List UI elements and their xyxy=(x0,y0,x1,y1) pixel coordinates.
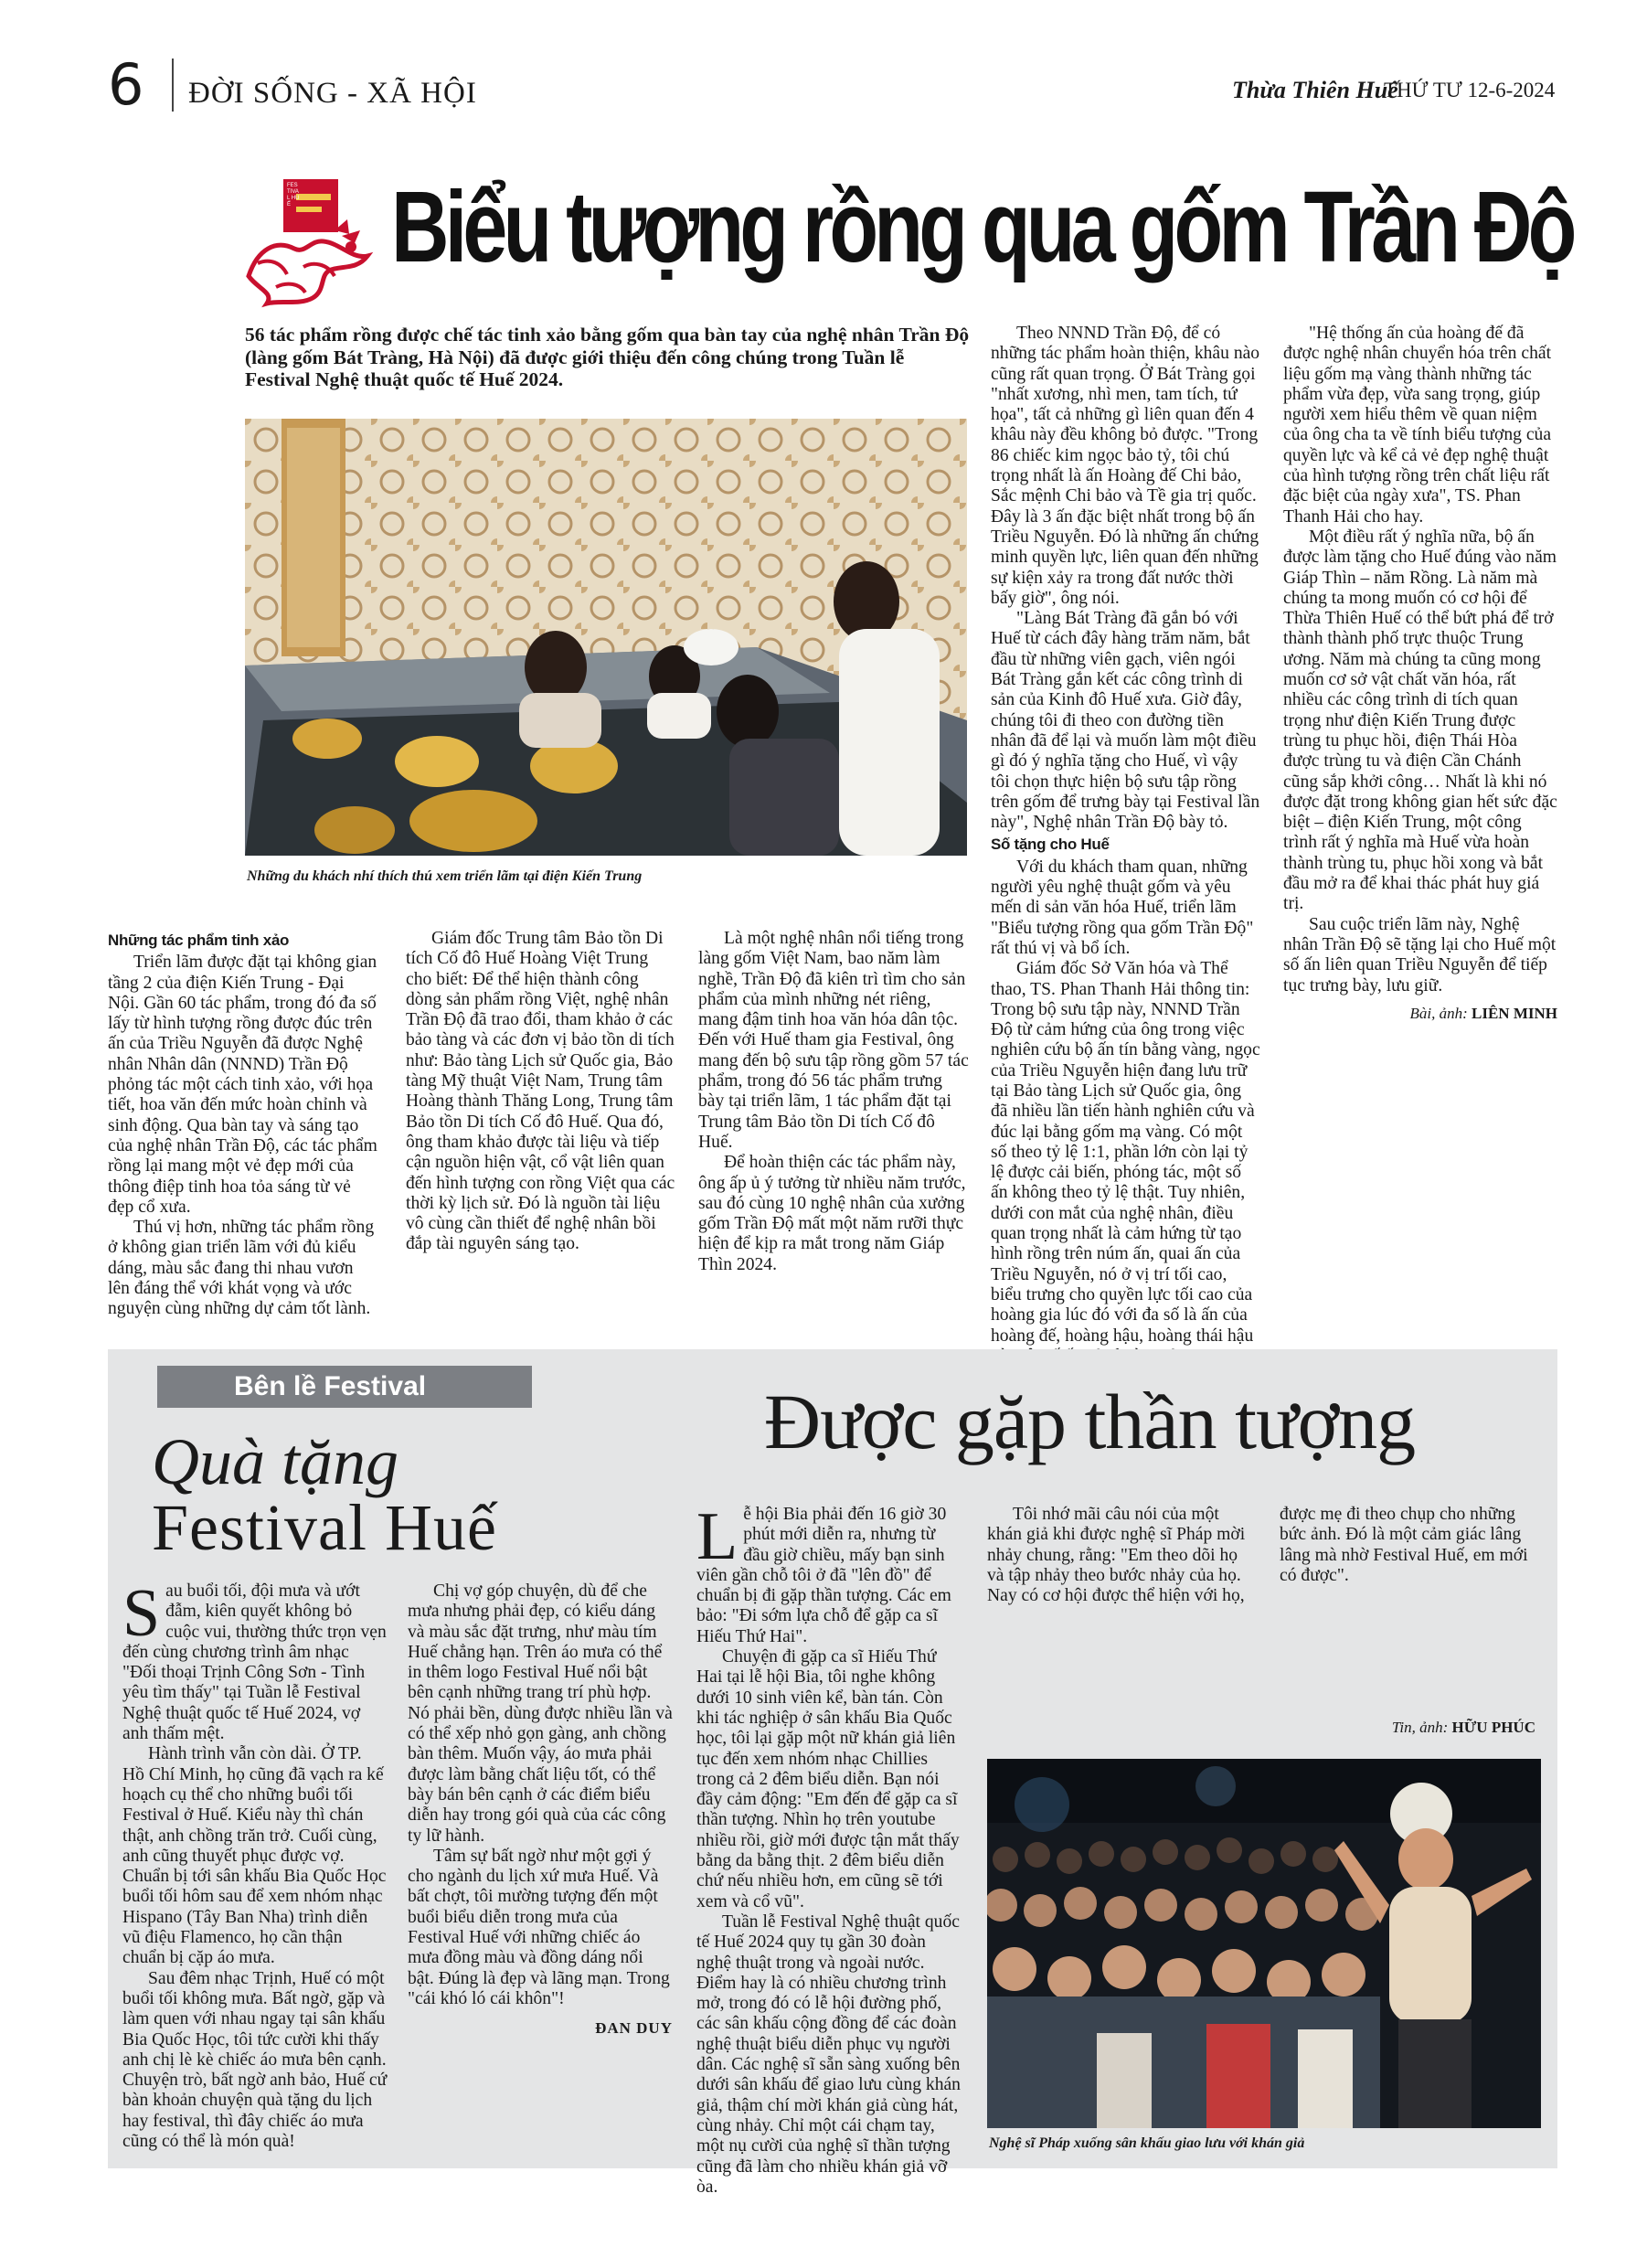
article-lead: 56 tác phẩm rồng được chế tác tinh xảo bằng gốm qua bàn tay của nghệ nhân Trần Độ (làng gốm Bát Tràng, Hà Nội) đã được giới thiệu đến công chúng trong Tuần lễ Festival Nghệ thuật quốc tế Huế 2024. xyxy=(245,324,970,390)
concert-photo-caption: Nghệ sĩ Pháp xuống sân khấu giao lưu với khán giả xyxy=(989,2135,1305,2151)
box-label xyxy=(157,1366,532,1408)
paragraph: Với du khách tham quan, những người yêu nghệ thuật gốm và yêu mến di sản văn hóa Huế, triển lãm "Biểu tượng rồng qua gốm Trần Độ" rất thú vị và bổ ích. xyxy=(991,857,1254,958)
subhead-tinh-xao: Những tác phẩm tinh xảo xyxy=(108,932,290,949)
paragraph: Sau cuộc triển lãm này, Nghệ nhân Trần Độ sẽ tặng lại cho Huế một số ấn liên quan Triều Nguyễn để tiếp tục trưng bày, lưu giữ. xyxy=(1283,914,1557,996)
paragraph: Để hoàn thiện các tác phẩm này, ông ấp ủ ý tưởng từ nhiều năm trước, sau đó cùng 10 nghệ nhân của xưởng gốm Trần Độ mất một năm rưỡi thực hiện để kịp ra mắt trong năm Giáp Thìn 2024. xyxy=(698,1153,966,1274)
paragraph xyxy=(122,1576,388,1744)
box-label-text: Bên lề Festival xyxy=(234,1371,427,1401)
byline-name: LIÊN MINH xyxy=(1472,1004,1557,1022)
byline xyxy=(1283,1004,1557,1024)
paragraph: Sau đêm nhạc Trịnh, Huế có một buổi tối không mưa. Bất ngờ, gặp và làm quen với nhau ngay tại sân khấu Bia Quốc Học, tôi tức cười khi thấy anh chị lè kè chiếc áo mưa bên cạnh. Chuyện trò, bất ngờ anh bảo, Huế cứ bàn khoản chuyện quà tặng du lịch hay festival, thì đây chiếc áo mưa cũng có thể là món quà! xyxy=(122,1968,388,2152)
byline-label: Bài, ảnh: xyxy=(1409,1004,1468,1022)
issue-date: THỨ TƯ 12-6-2024 xyxy=(1384,79,1556,101)
right-byline xyxy=(1274,1719,1535,1737)
dropcap-s: S xyxy=(122,1576,161,1651)
paragraph-text: au buổi tối, đội mưa và ướt đẫm, kiên quyết không bỏ cuộc vui, thường thức trọn vẹn đến cùng chương trình âm nhạc "Đối thoại Trịnh Công Sơn - Tình yêu tìm thấy" tại Tuần lễ Festival Nghệ thuật quốc tế Huế 2024, vợ anh thấm mệt. xyxy=(122,1581,387,1744)
paragraph: Chị vợ góp chuyện, dù để che mưa nhưng phải đẹp, có kiểu dáng và màu sắc đặt trưng, như màu tím Huế chẳng hạn. Trên áo mưa có thể in thêm logo Festival Huế nổi bật bên cạnh những trang trí phù hợp. Nó phải bền, dùng được nhiều lần và có thể xếp nhỏ gọn gàng, anh chồng bàn thêm. Muốn vậy, áo mưa phải được làm bằng chất liệu tốt, có thể bày bán bên cạnh ở các điểm biểu diễn hay trong gói quà của các công ty lữ hành. xyxy=(408,1581,673,1846)
paragraph-text: ễ hội Bia phải đến 16 giờ 30 phút mới diễn ra, nhưng từ đầu giờ chiều, mấy bạn sinh viên gần chỗ tôi ở đã "lên đồ" để chuẩn bị đi gặp thần tượng. Các em bảo: "Đi sớm lựa chỗ để gặp ca sĩ Hiếu Thứ Hai". xyxy=(696,1505,951,1646)
left-story-title-1: Quà tặng xyxy=(152,1425,398,1498)
paragraph: Theo NNND Trần Độ, để có những tác phẩm hoàn thiện, khâu nào cũng rất quan trọng. Ở Bát Tràng gọi "nhất xương, nhì men, tam tích, tứ họa", tất cả những gì liên quan đến 4 khâu này đều không bỏ được. "Trong 86 chiếc kim ngọc bảo tỷ, tôi chú trọng nhất là ấn Hoàng đế Chi bảo, Sắc mệnh Chi bảo và Tề gia trị quốc. Đây là 3 ấn đặc biệt nhất trong bộ ấn Triều Nguyễn. Đó là những ấn chứng minh quyền lực, liên quan đến những sự kiện xảy ra trong đất nước thời bấy giờ", ông nói. xyxy=(991,324,1260,608)
article-title: Biểu tượng rồng qua gốm Trần Độ xyxy=(391,171,1573,283)
paragraph: Giám đốc Sở Văn hóa và Thể thao, TS. Phan Thanh Hải thông tin: Trong bộ sưu tập này, NNND Trần Độ từ cảm hứng của ông trong việc nghiên cứu bộ ấn tín bằng vàng, ngọc của Triều Nguyễn hiện đang lưu trữ tại Bảo tàng Lịch sử Quốc gia, ông đã nhiều lần tiến hành nghiên cứu và đúc lại bằng gốm mạ vàng. Có một số theo tỷ lệ 1:1, phần lớn còn lại tỷ lệ được cải biến, phóng tác, một số ấn không theo tỷ lệ thật. Tuy nhiên, dưới con mắt của nghệ nhân, điều quan trọng nhất là cảm hứng từ tạo hình rồng trên núm ấn, quai ấn của Triều Nguyễn, nó ở vị trí tối cao, biểu trưng cho quyền lực tối cao của hoàng gia lúc đó với đa số là ấn của hoàng đế, hoàng hậu, hoàng thái hậu xyxy=(991,959,1260,1346)
main-col-4 xyxy=(991,324,1261,1367)
box-right-col-2 xyxy=(987,1505,1545,1730)
paragraph: Là một nghệ nhân nổi tiếng trong làng gốm Việt Nam, bao năm làm nghề, Trần Độ đã kiên trì tìm cho sản phẩm của mình những nét riêng, mang đậm tinh hoa văn hóa dân tộc. Đến với Huế tham gia Festival, ông mang đến bộ sưu tập rồng gồm 57 tác phẩm, trong đó 56 tác phẩm trưng bày tại triển lãm, 1 tác phẩm đặt tại Trung tâm Bảo tồn Di tích Cố đô Huế. xyxy=(698,929,969,1152)
paragraph: Thú vị hơn, những tác phẩm rồng ở không gian triển lãm với đủ kiểu dáng, màu sắc đang thi nhau vươn lên đáng thể với khát vọng và ước nguyện cùng những dự cảm tốt lành. xyxy=(108,1218,375,1319)
paragraph: Chuyện đi gặp ca sĩ Hiếu Thứ Hai tại lễ hội Bia, tôi nghe không dưới 10 sinh viên kể, bàn tán. Còn khi tác nghiệp ở sân khấu Bia Quốc học, tôi lại gặp một nữ khán giả liên tục đến xem nhóm nhạc Chillies trong cả 2 đêm biểu diễn. Bạn nói đầy cảm động: "Em đến để gặp ca sĩ thần tượng. Nhìn họ trên youtube nhiều rồi, giờ mới được tận mắt thấy bằng da bằng thịt. 2 đêm biểu diễn chứ nếu nhiều hơn, em cũng sẽ tới xem và cổ vũ". xyxy=(696,1647,960,1911)
right-byline-label: Tin, ảnh: xyxy=(1391,1719,1449,1736)
box-left-col-2 xyxy=(408,1581,673,2039)
concert-photo xyxy=(987,1759,1541,2128)
box-right-col-1 xyxy=(696,1499,962,2198)
paragraph: Tôi nhớ mãi câu nói của một khán giả khi được nghệ sĩ Pháp mời nhảy chung, rằng: "Em theo dõi họ và tập nhảy theo bước nhảy của họ. Nay có cơ hội được thể hiện với họ, được mẹ đi theo chụp cho những bức ảnh. Đó là một cảm giác lâng lâng mà nhờ Festival Huế, em mới có được". xyxy=(987,1505,1528,1606)
exhibition-photo xyxy=(245,419,967,856)
page-header xyxy=(108,53,1557,117)
box-left-col-1 xyxy=(122,1576,388,2152)
paragraph: Triển lãm được đặt tại không gian tầng 2 của điện Kiến Trung - Đại Nội. Gần 60 tác phẩm, trong đó đa số lấy từ hình tượng rồng được đúc trên ấn của Triều Nguyễn đã được Nghệ nhân Nhân dân (NNND) Trần Độ phỏng tác một cách tinh xảo, với họa tiết, hoa văn đến mức hoàn chỉnh và sinh động. Qua bàn tay và sáng tạo của nghệ nhân Trần Độ, các tác phẩm rồng lại mang một vẻ đẹp mới của thông điệp tinh hoa tỏa sáng từ vẻ đẹp cổ xưa. xyxy=(108,953,377,1217)
dragon-logo-icon xyxy=(239,176,375,313)
paragraph: "Làng Bát Tràng đã gắn bó với Huế từ cách đây hàng trăm năm, bắt đầu từ những viên gạch, viên ngói Bát Tràng gắn kết các công trình di sản của Kinh đô Huế xưa. Giờ đây, chúng tôi đi theo con đường tiền nhân đã để lại và muốn làm một điều gì đó ý nghĩa tặng cho Huế, vì vậy tôi chọn thực hiện bộ sưu tập rồng trên gốm để trưng bày tại Festival lần này", Nghệ nhân Trần Độ bày tỏ. xyxy=(991,609,1260,833)
main-col-1 xyxy=(108,929,378,1320)
paragraph: Tuần lễ Festival Nghệ thuật quốc tế Huế 2024 quy tụ gần 30 đoàn nghệ thuật trong và ngoài nước. Điểm hay là có nhiều chương trình mở, trong đó có lễ hội đường phố, các sân khấu cộng đồng để các đoàn nghệ thuật biểu diễn phục vụ người dân. Các nghệ sĩ sẵn sàng xuống bên dưới sân khấu để giao lưu cùng khán giả, thậm chí mời khán giả cùng hát, cùng nhảy. Chỉ một cái chạm tay, một nụ cười của nghệ sĩ thần tượng cũng đã làm cho nhiều khán giả vỡ òa. xyxy=(696,1911,961,2197)
logo-text: FESTIVAL HUẾ xyxy=(287,183,300,208)
paragraph: Giám đốc Trung tâm Bảo tồn Di tích Cố đô Huế Hoàng Việt Trung cho biết: Để thể hiện thành công dòng sản phẩm rồng Việt, nghệ nhân Trần Độ đã trao đổi, tham khảo ở các bảo tàng và các đơn vị bảo tồn di tích như: Bảo tàng Lịch sử Quốc gia, Bảo tàng Mỹ thuật Việt Nam, Trung tâm Hoàng thành Thăng Long, Trung tâm Bảo tồn Di tích Cố đô Huế. Qua đó, ông tham khảo được tài liệu và tiếp cận nguồn hiện vật, cổ vật liên quan đến hình tượng con rồng Việt qua các thời kỳ lịch sử. Đó là nguồn tài liệu vô cùng cần thiết để nghệ nhân bồi đắp tài nguyên sáng tạo. xyxy=(406,929,675,1254)
paragraph: Tâm sự bất ngờ như một gợi ý cho ngành du lịch xứ mưa Huế. Và bất chợt, tôi mường tượng đến một buổi biểu diễn trong mưa của Festival Huế với những chiếc áo mưa đồng màu và đồng dáng nổi bật. Đúng là đẹp và lãng mạn. Trong "cái khó ló cái khôn"! xyxy=(408,1846,670,2008)
right-story-title: Được gặp thần tượng xyxy=(764,1378,1416,1465)
right-byline-name: HỮU PHÚC xyxy=(1451,1719,1535,1736)
page-number: 6 xyxy=(108,51,144,118)
paper-name: Thừa Thiên Huế xyxy=(1232,77,1398,103)
left-story-title-2: Festival Huế xyxy=(152,1491,497,1564)
dropcap-l: L xyxy=(696,1499,738,1574)
paragraph: Một điều rất ý nghĩa nữa, bộ ấn được làm tặng cho Huế đúng vào năm Giáp Thìn – năm Rồng. Là năm mà chúng ta mong muốn có cơ hội để Thừa Thiên Huế có thể bứt phá để trở thành thành phố trực thuộc Trung ương. Năm mà chúng ta cũng mong muốn cơ sở vật chất văn hóa, rất nhiều các công trình di tích quan trọng như điện Kiến Trung được trùng tu phục hồi, điện Thái Hòa được trùng tu và điện Cần Chánh cũng sắp khởi công… Nhất là khi nó được đặt trong không gian hết sức đặc biệt – điện Kiến Trung, một công trình rất ý nghĩa mà Huế vừa hoàn thành trùng tu, phục hồi xong và bắt đầu mở ra để khai thác phát huy giá trị. xyxy=(1283,527,1557,914)
section-name: ĐỜI SỐNG - XÃ HỘI xyxy=(188,77,477,110)
left-author: ĐAN DUY xyxy=(595,2019,673,2038)
photo-caption: Những du khách nhí thích thú xem triển lãm tại điện Kiến Trung xyxy=(247,868,643,884)
subhead-so-tang: Số tặng cho Huế xyxy=(991,836,1110,854)
main-col-3 xyxy=(698,929,969,1275)
paragraph: Hành trình vẫn còn dài. Ở TP. Hồ Chí Minh, họ cũng đã vạch ra kế hoạch cụ thể cho những buổi tối Festival ở Huế. Kiểu này thì chán thật, anh chồng trăn trở. Cuối cùng, anh cũng thuyết phục được vợ. Chuẩn bị tới sân khấu Bia Quốc Học buổi tối hôm sau để xem nhóm nhạc Hispano (Tây Ban Nha) trình diễn vũ điệu Flamenco, họ cần thận chuẩn bị cặp áo mưa. xyxy=(122,1744,387,1968)
main-col-5 xyxy=(1283,324,1557,1024)
header-divider xyxy=(172,59,174,112)
main-col-2 xyxy=(406,929,676,1255)
festival-logo xyxy=(239,176,375,313)
paragraph xyxy=(696,1499,962,1647)
paragraph: "Hệ thống ấn của hoàng đế đã được nghệ nhân chuyển hóa trên chất liệu gốm mạ vàng thành những tác phẩm vừa đẹp, vừa sang trọng, giúp người xem hiểu thêm về quan niệm của ông cha ta về tính biểu tượng của quyền lực và kể cả vẻ đẹp nghệ thuật của hình tượng rồng trên chất liệu rất đặc biệt của ngày xưa", TS. Phan Thanh Hải cho hay. xyxy=(1283,324,1552,527)
